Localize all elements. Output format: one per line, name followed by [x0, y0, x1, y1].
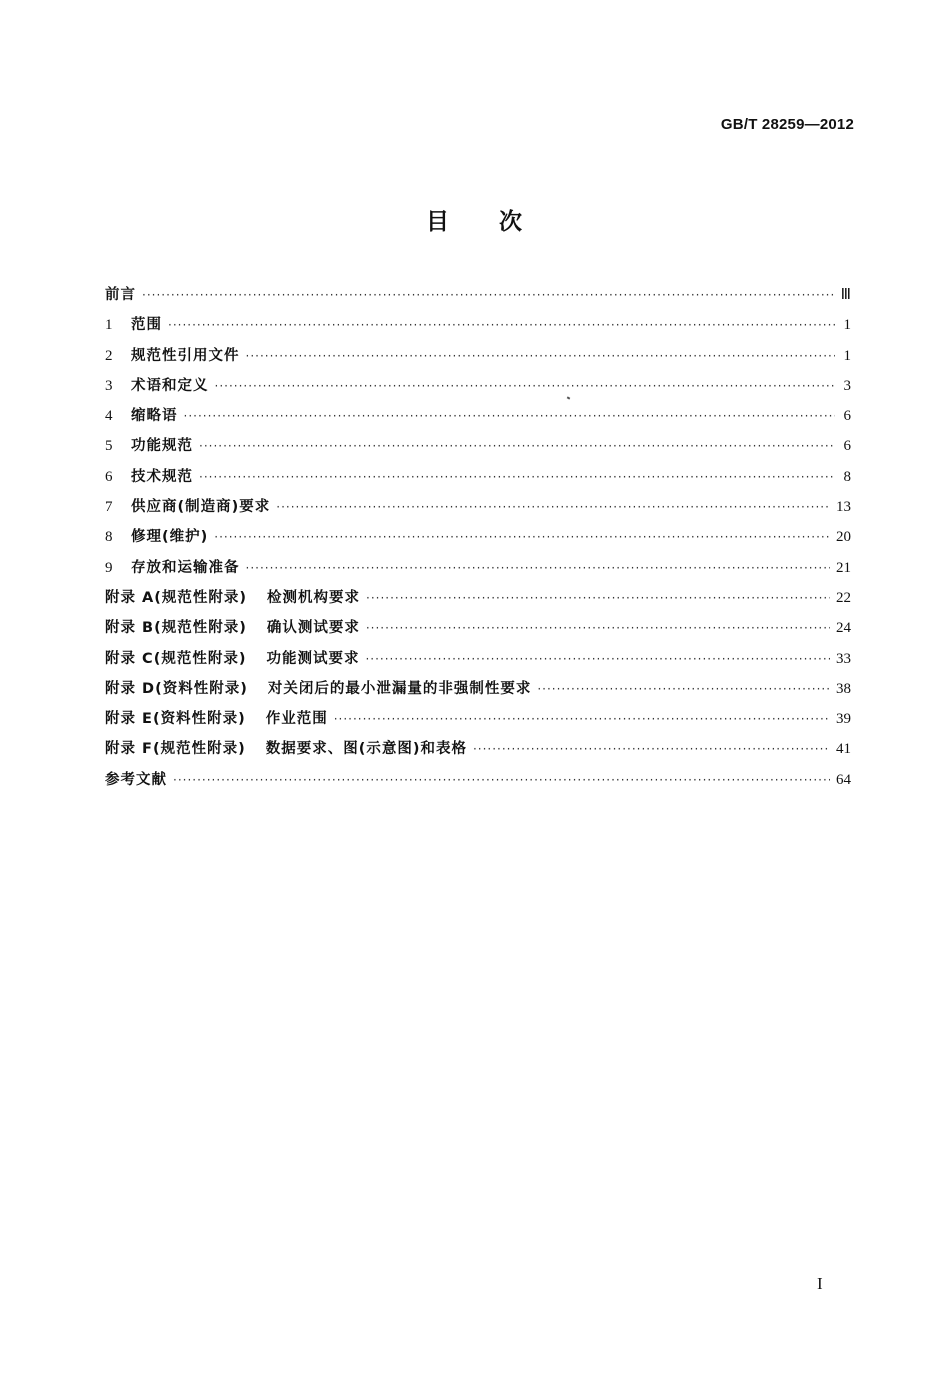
toc-entry-label: 功能规范: [131, 438, 193, 455]
toc-entry-label: 术语和定义: [131, 377, 209, 394]
toc-dot-leader: [199, 431, 835, 461]
toc-entry-label: 规范性引用文件: [131, 347, 240, 364]
toc-dot-leader: [173, 765, 830, 795]
toc-entry-page: 24: [836, 620, 851, 637]
toc-entry-number: 3: [105, 377, 113, 394]
toc-dot-leader: [214, 522, 830, 552]
toc-entry[interactable]: [105, 401, 851, 431]
toc-entry[interactable]: [105, 613, 851, 643]
toc-dot-leader: [537, 674, 830, 704]
toc-entry-page: 38: [836, 680, 851, 697]
toc-entry-subtitle: 确认测试要求: [266, 620, 360, 637]
toc-entry-label: 附录 F(规范性附录): [105, 741, 246, 758]
toc-entry[interactable]: [105, 522, 851, 552]
toc-dot-leader: [246, 553, 831, 583]
toc-entry-page: 8: [843, 468, 851, 485]
toc-entry-page: 6: [843, 408, 851, 425]
toc-entry-subtitle: 功能测试要求: [266, 650, 360, 667]
toc-entry[interactable]: [105, 553, 851, 583]
toc-entry-label: 参考文献: [105, 771, 167, 788]
toc-entry-page: 41: [836, 741, 851, 758]
toc-entry-page: 6: [843, 438, 851, 455]
toc-entry[interactable]: [105, 280, 851, 310]
toc-entry-page: 3: [843, 377, 851, 394]
page-number: I: [817, 1274, 823, 1293]
table-of-contents: [105, 280, 851, 795]
toc-title: [0, 203, 950, 236]
toc-entry-number: 5: [105, 438, 113, 455]
toc-entry-label: 技术规范: [131, 468, 193, 485]
toc-entry[interactable]: [105, 341, 851, 371]
toc-dot-leader: [366, 583, 830, 613]
toc-entry-page: 1: [843, 347, 851, 364]
toc-entry-page: 1: [843, 317, 851, 334]
toc-entry[interactable]: [105, 431, 851, 461]
toc-entry-page: 64: [836, 771, 851, 788]
toc-entry-subtitle: 数据要求、图(示意图)和表格: [265, 741, 467, 758]
toc-dot-leader: [366, 613, 830, 643]
toc-dot-leader: [473, 734, 830, 764]
toc-entry-number: 1: [105, 317, 113, 334]
toc-entry-label: 附录 A(规范性附录): [105, 589, 248, 606]
toc-dot-leader: [215, 371, 836, 401]
standard-code: GB/T 28259—2012: [720, 116, 854, 133]
toc-dot-leader: [365, 644, 830, 674]
toc-entry-page: Ⅲ: [840, 287, 851, 303]
toc-entry-subtitle: 检测机构要求: [267, 589, 361, 606]
toc-entry-label: 范围: [131, 317, 162, 334]
toc-entry-label: 修理(维护): [131, 529, 209, 546]
toc-entry-label: 供应商(制造商)要求: [131, 499, 271, 516]
toc-entry[interactable]: [105, 583, 851, 613]
toc-entry-label: 附录 D(资料性附录): [105, 680, 248, 697]
toc-entry[interactable]: [105, 704, 851, 734]
toc-title-part2: 次: [499, 209, 524, 235]
toc-entry-label: 缩略语: [131, 408, 178, 425]
toc-entry[interactable]: [105, 644, 851, 674]
toc-entry-page: 13: [836, 499, 851, 516]
toc-dot-leader: [334, 704, 830, 734]
toc-entry-label: 附录 C(规范性附录): [105, 650, 247, 667]
toc-entry-page: 39: [836, 711, 851, 728]
toc-entry-number: 9: [105, 559, 113, 576]
toc-entry-number: 7: [105, 499, 113, 516]
toc-entry-subtitle: 对关闭后的最小泄漏量的非强制性要求: [267, 680, 532, 697]
toc-entry-number: 4: [105, 408, 113, 425]
toc-dot-leader: [199, 462, 835, 492]
toc-entry[interactable]: [105, 462, 851, 492]
toc-entry-subtitle: 作业范围: [265, 711, 328, 728]
toc-entry-label: 存放和运输准备: [131, 559, 240, 576]
toc-dot-leader: [184, 401, 836, 431]
toc-entry-page: 20: [836, 529, 851, 546]
toc-entry[interactable]: [105, 674, 851, 704]
toc-dot-leader: [142, 280, 835, 310]
toc-entry[interactable]: [105, 492, 851, 522]
toc-entry[interactable]: [105, 371, 851, 401]
toc-entry-label: 前言: [105, 287, 136, 303]
toc-entry-page: 22: [836, 589, 851, 606]
toc-entry[interactable]: [105, 734, 851, 764]
toc-entry-page: 33: [836, 650, 851, 667]
toc-entry-label: 附录 E(资料性附录): [105, 711, 246, 728]
toc-entry-number: 8: [105, 529, 113, 546]
toc-entry-number: 2: [105, 347, 113, 364]
toc-entry[interactable]: [105, 310, 851, 340]
toc-dot-leader: [168, 310, 835, 340]
toc-title-part1: 目: [426, 209, 451, 235]
toc-entry-number: 6: [105, 468, 113, 485]
toc-entry-page: 21: [836, 559, 851, 576]
toc-entry-label: 附录 B(规范性附录): [105, 620, 247, 637]
toc-dot-leader: [246, 341, 836, 371]
toc-dot-leader: [276, 492, 830, 522]
toc-entry[interactable]: [105, 765, 851, 795]
